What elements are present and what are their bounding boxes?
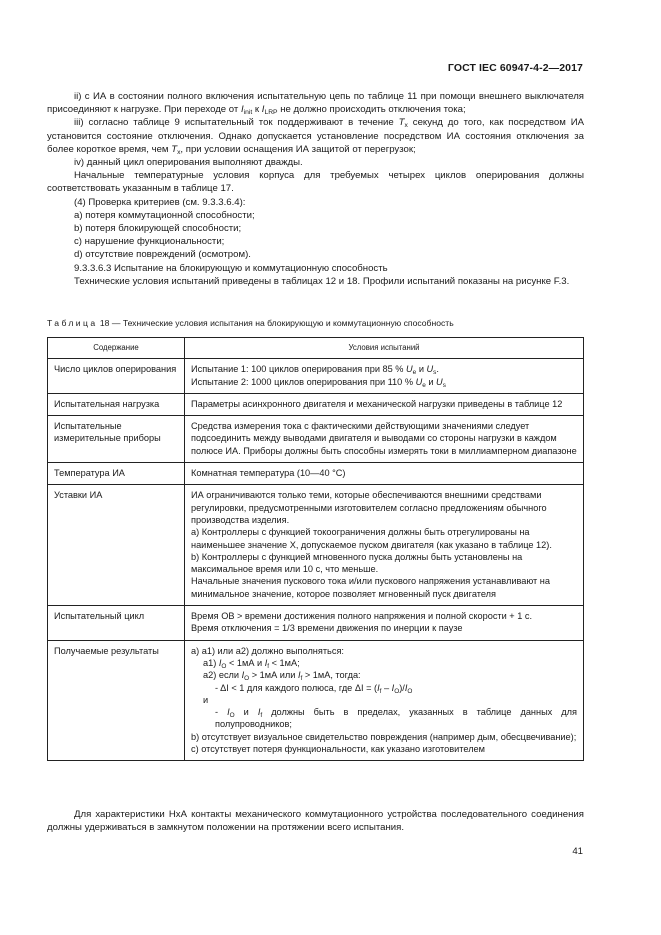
footer-paragraph [47, 808, 584, 834]
row-conditions [185, 463, 584, 485]
condition-line: Начальные значения пускового тока и/или пускового напряжения устанавливают на минимальное значение, которое позволяет мгновенный пуск двигателя [191, 576, 550, 599]
condition-line: ИА ограничиваются только теми, которые обеспечиваются внешними средствами регулировки, предусмотренными изготовителем согласно предложениям обычного производства изделия. [191, 490, 547, 525]
row-name: Температура ИА [48, 463, 185, 485]
paragraph-iv: iv) данный цикл оперирования выполняют дважды. [74, 157, 303, 169]
table-row [48, 359, 584, 394]
row-name: Получаемые результаты [48, 640, 185, 761]
condition-line: - ΔI < 1 для каждого полюса, где $\Delta I = (I_f - I_O)/I_O$ [215, 682, 413, 695]
condition-line: a2) если $I_O > 1мА$ или $I_f > 1мА$, тогда: [203, 670, 361, 683]
table-row [48, 485, 584, 606]
table-row [48, 416, 584, 463]
condition-line: Время ОВ > времени достижения полного напряжения и полной скорости + 1 с. [191, 611, 533, 622]
row-conditions [185, 416, 584, 463]
column-header: Условия испытаний [185, 338, 584, 359]
criterion-item: a) потеря коммутационной способности; [74, 209, 255, 221]
condition-line: a) Контроллеры с функцией токоограничения должны быть отрегулированы на наименьшее значение X, допускаемое пуском двигателя (как указано в таблице 12). [191, 527, 552, 550]
column-header: Содержание [48, 338, 185, 359]
condition-line: Комнатная температура (10—40 °С) [191, 468, 346, 479]
condition-line: c) отсутствует потеря функциональности, как указано изготовителем [191, 744, 485, 755]
criterion-item: d) отсутствие повреждений (осмотром). [74, 249, 251, 261]
row-conditions [185, 359, 584, 394]
criterion-item: b) потеря блокирующей способности; [74, 223, 242, 235]
paragraph-ii: ii) с ИА в состоянии полного включения испытательную цепь по таблице 11 при помощи внешнего выключателя присоединяют к нагрузке. При переходе от $I_{init}$ к $I_{LRP}$ не должно происходить отключения тока; [47, 91, 584, 117]
row-conditions [185, 393, 584, 415]
table-header-row [48, 338, 584, 359]
paragraph-temperature: Начальные температурные условия корпуса для требуемых четырех циклов оперирования должны соответствовать указанным в таблице 17. [47, 170, 584, 195]
standard-header: ГОСТ IEC 60947-4-2—2017 [447, 62, 583, 74]
paragraph-tech-conditions: Технические условия испытаний приведены в таблицах 12 и 18. Профили испытаний показаны на рисунке F.3. [74, 275, 570, 287]
condition-line: b) отсутствует визуальное свидетельство повреждения (например дым, обесцвечивание); [191, 731, 577, 742]
table-caption-text: 18 — Технические условия испытания на блокирующую и коммутационную способность [99, 318, 454, 328]
row-name: Уставки ИА [48, 485, 185, 606]
footer-paragraph-text: Для характеристики НхА контакты механического коммутационного устройства последовательного соединения должны удерживаться в замкнутом положении на протяжении всего испытания. [47, 809, 584, 834]
page-number: 41 [572, 846, 583, 857]
condition-line: b) Контроллеры с функцией мгновенного пуска должны быть установлены на максимальное время или 10 с, что меньше. [191, 551, 523, 575]
condition-line: a) a1) или a2) должно выполняться: [191, 645, 344, 656]
row-name: Испытательная нагрузка [48, 393, 185, 415]
table-row [48, 393, 584, 415]
condition-line: Испытание 2: 1000 циклов оперирования при 110 % $U_e$ и $U_s$ [191, 376, 446, 389]
paragraph-criteria-check: (4) Проверка критериев (см. 9.3.3.6.4): [74, 196, 246, 208]
conditions-table [47, 337, 584, 761]
row-conditions [185, 606, 584, 641]
condition-line: - $I_O$ и $I_f$ должны быть в пределах, указанных в таблице данных для полупроводников; [215, 707, 577, 730]
condition-line: Средства измерения тока с фактическими действующими значениями следует подсоединить между выводами двигателя и выводами со стороны нагрузки в каждом полюсе ИА. Приборы должны быть способны измерять токи в миллиамперном диапазоне [191, 421, 577, 456]
condition-line: Время отключения = 1/3 времени движения по инерции к паузе [191, 623, 463, 634]
table-caption [47, 318, 454, 328]
condition-line: и [203, 694, 209, 705]
paragraph-iii: iii) согласно таблице 9 испытательный ток поддерживают в течение $T_x$ секунд до того, как посредством ИА установится состояние отключения. Однако допускается установление посредством ИА состояния отключения за более короткое время, чем $T_x$, при условии оснащения ИА защитой от перегрузок; [47, 117, 585, 156]
row-name: Испытательный цикл [48, 606, 185, 641]
row-conditions [185, 485, 584, 606]
table-row [48, 640, 584, 761]
section-heading: 9.3.3.6.3 Испытание на блокирующую и коммутационную способность [74, 262, 388, 274]
condition-line: Испытание 1: 100 циклов оперирования при 85 % $U_e$ и $U_s$. [191, 364, 439, 377]
row-name: Испытательные измерительные приборы [48, 416, 185, 463]
table-row [48, 463, 584, 485]
row-conditions [185, 640, 584, 761]
body-text [47, 90, 584, 288]
table-row [48, 606, 584, 641]
row-name: Число циклов оперирования [48, 359, 185, 394]
table-caption-word: Таблица [47, 318, 98, 328]
criterion-item: c) нарушение функциональности; [74, 236, 225, 248]
condition-line: Параметры асинхронного двигателя и механической нагрузки приведены в таблице 12 [191, 398, 563, 409]
condition-line: a1) $I_O < 1мА$ и $I_f < 1мА$; [203, 657, 300, 670]
